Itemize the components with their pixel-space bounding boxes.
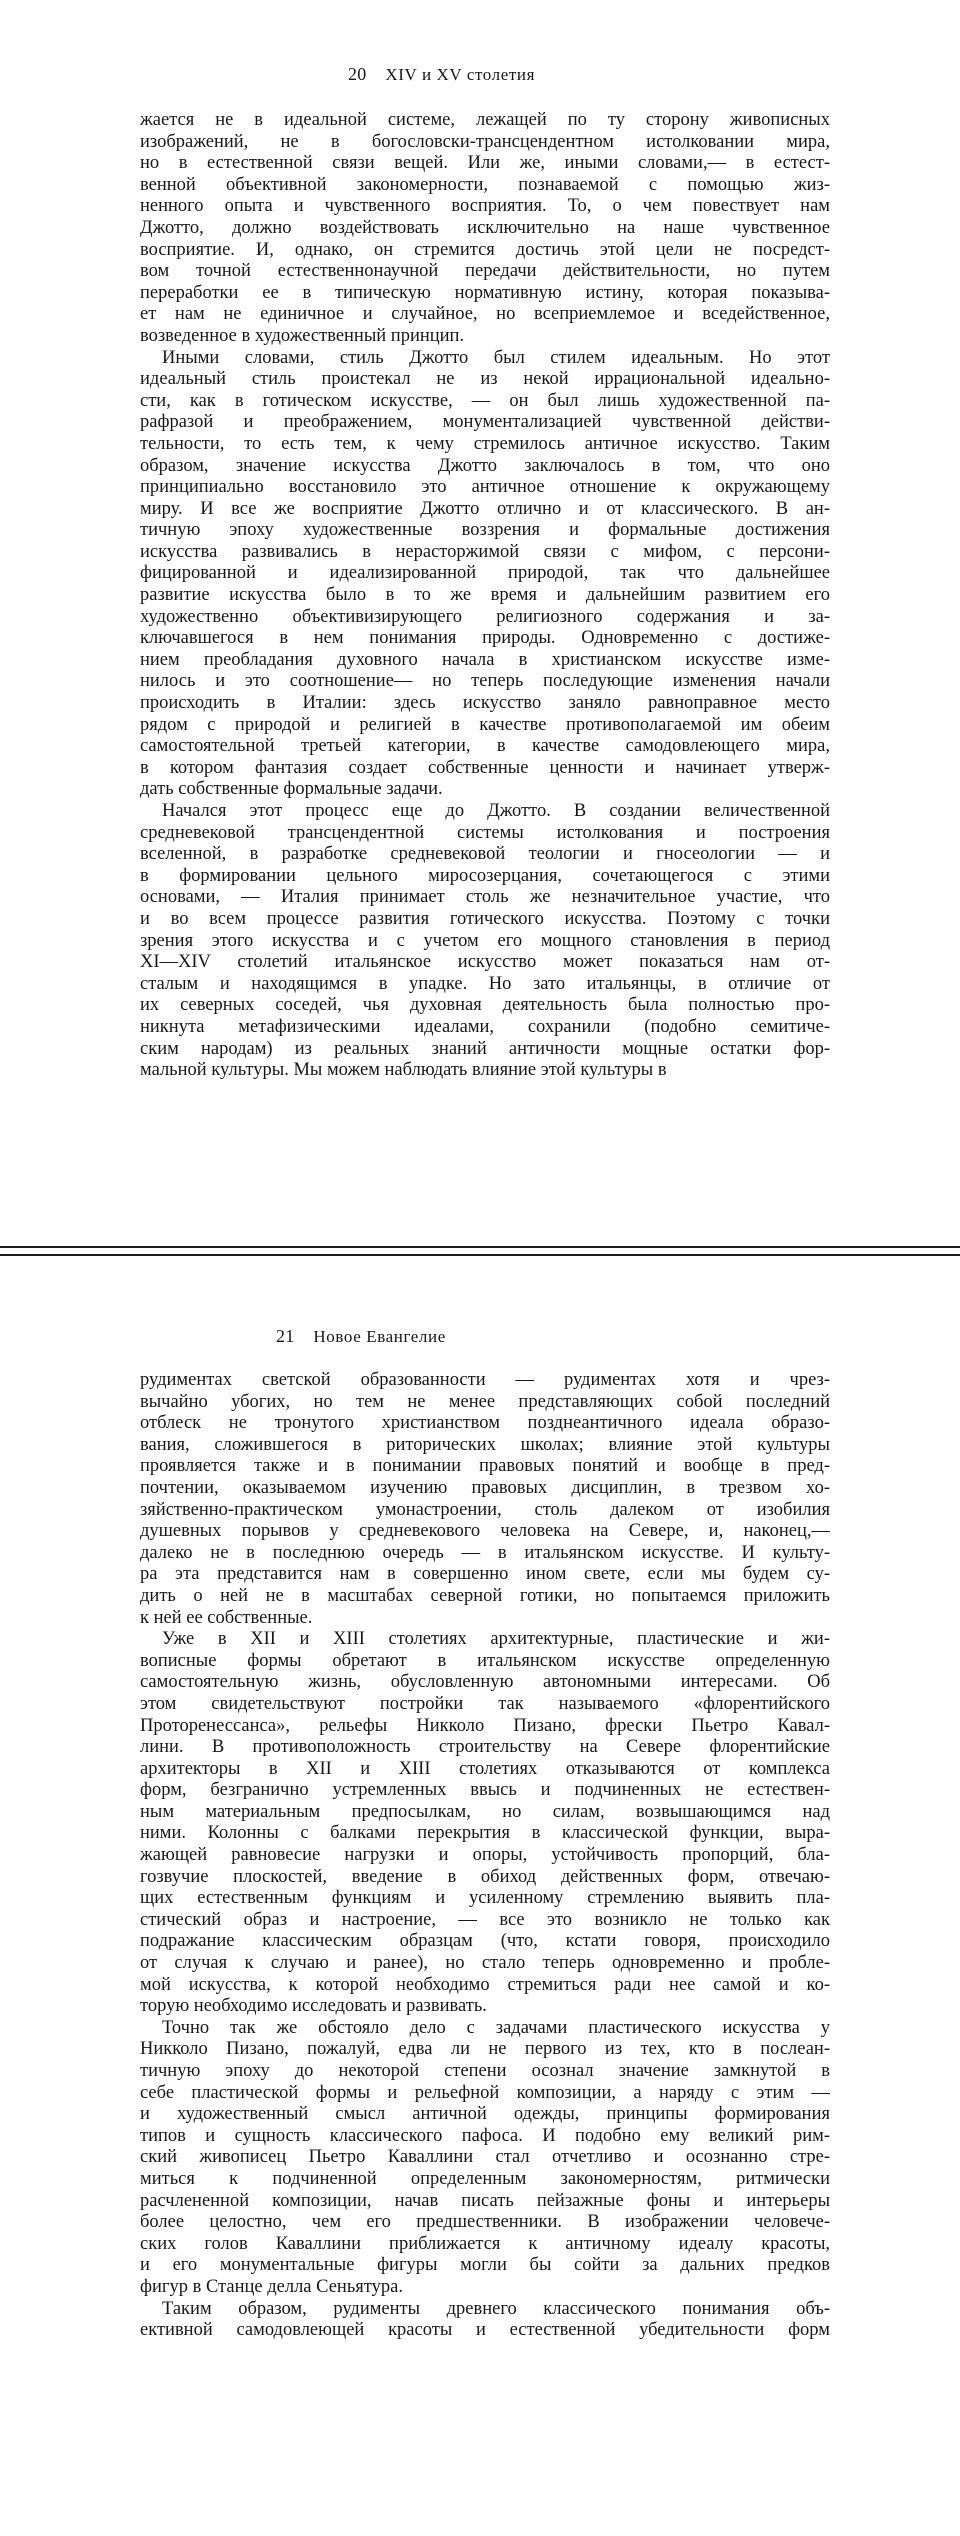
text-line: почтении, оказываемом изучению правовых дисциплин, в трезвом хо-: [140, 1477, 830, 1498]
text-line: торую необходимо исследовать и развивать.: [140, 1996, 487, 2017]
text-line: душевных порывов у средневекового человека на Севере, и, наконец,—: [140, 1521, 830, 1542]
text-line: художественно объективизирующего религиозного содержания и за-: [140, 606, 830, 627]
text-line: Никколо Пизано, пожалуй, едва ли не первого из тех, кто в послеан-: [140, 2039, 830, 2060]
text-line: ским народам) из реальных знаний античности мощные остатки фор-: [140, 1038, 830, 1059]
text-line: Иными словами, стиль Джотто был стилем идеальным. Но этот: [162, 347, 830, 368]
text-line: тельности, то есть тем, к чему стремилось античное искусство. Таким: [140, 433, 830, 454]
text-line: и во всем процессе развития готического искусства. Поэтому с точки: [140, 908, 830, 929]
text-line: далеко не в последнюю очередь — в итальянском искусстве. И культу-: [140, 1542, 830, 1563]
text-line: образом, значение искусства Джотто заключалось в том, что оно: [140, 455, 830, 476]
text-line: принципиально восстановило это античное отношение к окружающему: [140, 477, 830, 498]
text-line: ективной самодовлеющей красоты и естественной убедительности форм: [140, 2320, 830, 2341]
text-line: дить о ней не в масштабах северной готики, но попытаемся приложить: [140, 1585, 830, 1606]
text-line: в формировании цельного миросозерцания, сочетающегося с этими: [140, 865, 830, 886]
text-line: миться к подчиненной определенным закономерностям, ритмически: [140, 2168, 830, 2189]
text-line: средневековой трансцендентной системы истолкования и построения: [140, 822, 830, 843]
text-line: основами, — Италия принимает столь же незначительное участие, что: [140, 887, 830, 908]
text-line: зяйственно-практическом умонастроении, столь далеком от изобилия: [140, 1499, 830, 1520]
paragraph: [140, 2018, 830, 2299]
text-line: сталым и находящимся в упадке. Но зато итальянцы, в отличие от: [140, 973, 830, 994]
text-line: и его монументальные фигуры могли бы сойти за дальних предков: [140, 2255, 830, 2276]
text-line: архитекторы в XII и XIII столетиях отказываются от комплекса: [140, 1758, 830, 1779]
text-line: ских голов Каваллини приближается к античному идеалу красоты,: [140, 2233, 830, 2254]
text-line: нилось и это соотношение— но теперь последующие изменения начали: [140, 671, 830, 692]
paragraph: [140, 801, 830, 1082]
text-line: ным материальным предпосылкам, но силам, возвышающимся над: [140, 1801, 830, 1822]
text-line: ненного опыта и чувственного восприятия. То, о чем повествует нам: [140, 196, 830, 217]
text-line: возведенное в художественный принцип.: [140, 325, 465, 346]
text-line: вселенной, в разработке средневековой теологии и гносеологии — и: [140, 844, 830, 865]
running-title: XIV и XV столетия: [385, 65, 536, 84]
page-separator: [0, 1246, 960, 1256]
text-line: более целостно, чем его предшественники. В изображении человече-: [140, 2212, 830, 2233]
paragraph: [140, 348, 830, 801]
text-line: Джотто, должно воздействовать исключительно на наше чувственное: [140, 217, 830, 238]
paragraph: [140, 110, 830, 348]
text-line: восприятие. И, однако, он стремится достичь этой цели не посредст-: [140, 239, 830, 260]
text-line: искусства развивались в нерасторжимой связи с мифом, с персони-: [140, 541, 830, 562]
running-head: [276, 1326, 446, 1347]
text-line: самостоятельную жизнь, обусловленную автономными интересами. Об: [140, 1672, 830, 1693]
text-line: рафразой и преображением, монументализацией чувственной действи-: [140, 412, 830, 433]
text-line: фицированной и идеализированной природой, так что дальнейшее: [140, 563, 830, 584]
text-line: себе пластической формы и рельефной композиции, а наряду с этим —: [140, 2082, 830, 2103]
text-line: мальной культуры. Мы можем наблюдать влияние этой культуры в: [140, 1060, 667, 1081]
page-number: 21: [276, 1326, 295, 1346]
text-line: вописные формы обретают в итальянском искусстве определенную: [140, 1650, 830, 1671]
text-line: рядом с природой и религией в качестве противополагаемой им обеим: [140, 714, 830, 735]
text-line: Таким образом, рудименты древнего классического понимания объ-: [162, 2298, 830, 2319]
text-line: венной объективной закономерности, познаваемой с помощью жиз-: [140, 174, 830, 195]
text-line: изображений, не в богословски-трансцендентном истолковании мира,: [140, 131, 830, 152]
text-line: жается не в идеальной системе, лежащей по ту сторону живописных: [140, 110, 830, 130]
text-line: тичную эпоху до некоторой степени осознал значение замкнутой в: [140, 2061, 830, 2081]
text-line: но в естественной связи вещей. Или же, иными словами,— в естест-: [140, 153, 830, 174]
text-line: XI—XIV столетий итальянское искусство может показаться нам от-: [140, 952, 830, 973]
text-line: ними. Колонны с балками перекрытия в классической функции, выра-: [140, 1823, 830, 1844]
text-line: их северных соседей, чья духовная деятельность была полностью про-: [140, 995, 830, 1016]
text-line: рудиментах светской образованности — рудиментах хотя и чрез-: [140, 1370, 830, 1390]
text-line: Уже в XII и XIII столетиях архитектурные, пластические и жи-: [162, 1629, 830, 1650]
text-line: типов и сущность классического пафоса. И подобно ему великий рим-: [140, 2125, 830, 2146]
text-line: переработки ее в типическую нормативную истину, которая показыва-: [140, 282, 830, 303]
text-line: лини. В противоположность строительству на Севере флорентийские: [140, 1737, 830, 1758]
text-line: фигур в Станце делла Сеньятура.: [140, 2276, 403, 2297]
text-line: и художественный смысл античной одежды, принципы формирования: [140, 2104, 830, 2125]
text-line: жающей равновесие нагрузки и опоры, устойчивость пропорций, бла-: [140, 1845, 830, 1866]
text-line: вания, сложившегося в риторических школах; влияние этой культуры: [140, 1434, 830, 1455]
text-line: гозвучие плоскостей, введение в обиход действенных форм, отвечаю-: [140, 1866, 830, 1887]
text-line: развитие искусства было в то же время и дальнейшим развитием его: [140, 585, 830, 606]
text-line: от случая к случаю и ранее), но стало теперь одновременно и пробле-: [140, 1953, 830, 1974]
text-line: нием преобладания духовного начала в христианском искусстве изме-: [140, 649, 830, 670]
text-line: тичную эпоху художественные воззрения и формальные достижения: [140, 520, 830, 541]
text-line: стический образ и настроение, — все это возникло не только как: [140, 1909, 830, 1930]
text-line: ключавшегося в нем понимания природы. Одновременно с достиже-: [140, 628, 830, 649]
page-20: [0, 0, 960, 1246]
text-line: форм, безгранично устремленных ввысь и подчиненных не естествен-: [140, 1780, 830, 1801]
text-line: расчлененной композиции, начав писать пейзажные фоны и интерьеры: [140, 2190, 830, 2211]
text-line: идеальный стиль проистекал не из некой иррациональной идеально-: [140, 369, 830, 390]
text-line: подражание классическим образцам (что, кстати говоря, происходило: [140, 1931, 830, 1952]
text-line: щих естественным функциям и усиленному стремлению выявить пла-: [140, 1888, 830, 1909]
body-text: [140, 1370, 830, 2342]
text-line: ра эта представится нам в совершенно ином свете, если мы будем су-: [140, 1564, 830, 1585]
text-line: дать собственные формальные задачи.: [140, 779, 443, 800]
text-line: ский живописец Пьетро Каваллини стал отчетливо и осознанно стре-: [140, 2147, 830, 2168]
text-line: этом свидетельствуют постройки так называемого «флорентийского: [140, 1693, 830, 1714]
body-text: [140, 110, 830, 1082]
text-line: ет нам не единичное и случайное, но всеприемлемое и вседейственное,: [140, 304, 830, 325]
text-line: проявляется также и в понимании правовых понятий и вообще в пред-: [140, 1456, 830, 1477]
paragraph: [140, 1370, 830, 1629]
text-line: Начался этот процесс еще до Джотто. В создании величественной: [162, 801, 830, 821]
page-number: 20: [348, 64, 367, 84]
text-line: в котором фантазия создает собственные ценности и начинает утверж-: [140, 757, 830, 778]
page-21: [0, 1256, 960, 2536]
running-head: [348, 64, 535, 85]
paragraph: [140, 2299, 830, 2342]
text-line: отблеск не тронутого христианством позднеантичного идеала образо-: [140, 1413, 830, 1434]
text-line: вом точной естественнонаучной передачи действительности, но путем: [140, 261, 830, 282]
text-line: вычайно убогих, но тем не менее представляющих собой последний: [140, 1391, 830, 1412]
text-line: мой искусства, к которой необходимо стремиться ради нее самой и ко-: [140, 1974, 830, 1995]
text-line: самостоятельной третьей категории, в качестве самодовлеющего мира,: [140, 736, 830, 757]
text-line: к ней ее собственные.: [140, 1607, 313, 1628]
running-title: Новое Евангелие: [313, 1327, 446, 1346]
text-line: никнута метафизическими идеалами, сохранили (подобно семитиче-: [140, 1016, 830, 1037]
text-line: происходить в Италии: здесь искусство заняло равноправное место: [140, 693, 830, 714]
text-line: миру. И все же восприятие Джотто отлично и от классического. В ан-: [140, 498, 830, 519]
text-line: зрения этого искусства и с учетом его мощного становления в период: [140, 930, 830, 951]
paragraph: [140, 1629, 830, 2018]
text-line: Проторенессанса», рельефы Никколо Пизано, фрески Пьетро Кавал-: [140, 1715, 830, 1736]
text-line: Точно так же обстояло дело с задачами пластического искусства у: [162, 2017, 830, 2038]
text-line: сти, как в готическом искусстве, — он был лишь художественной па-: [140, 390, 830, 411]
